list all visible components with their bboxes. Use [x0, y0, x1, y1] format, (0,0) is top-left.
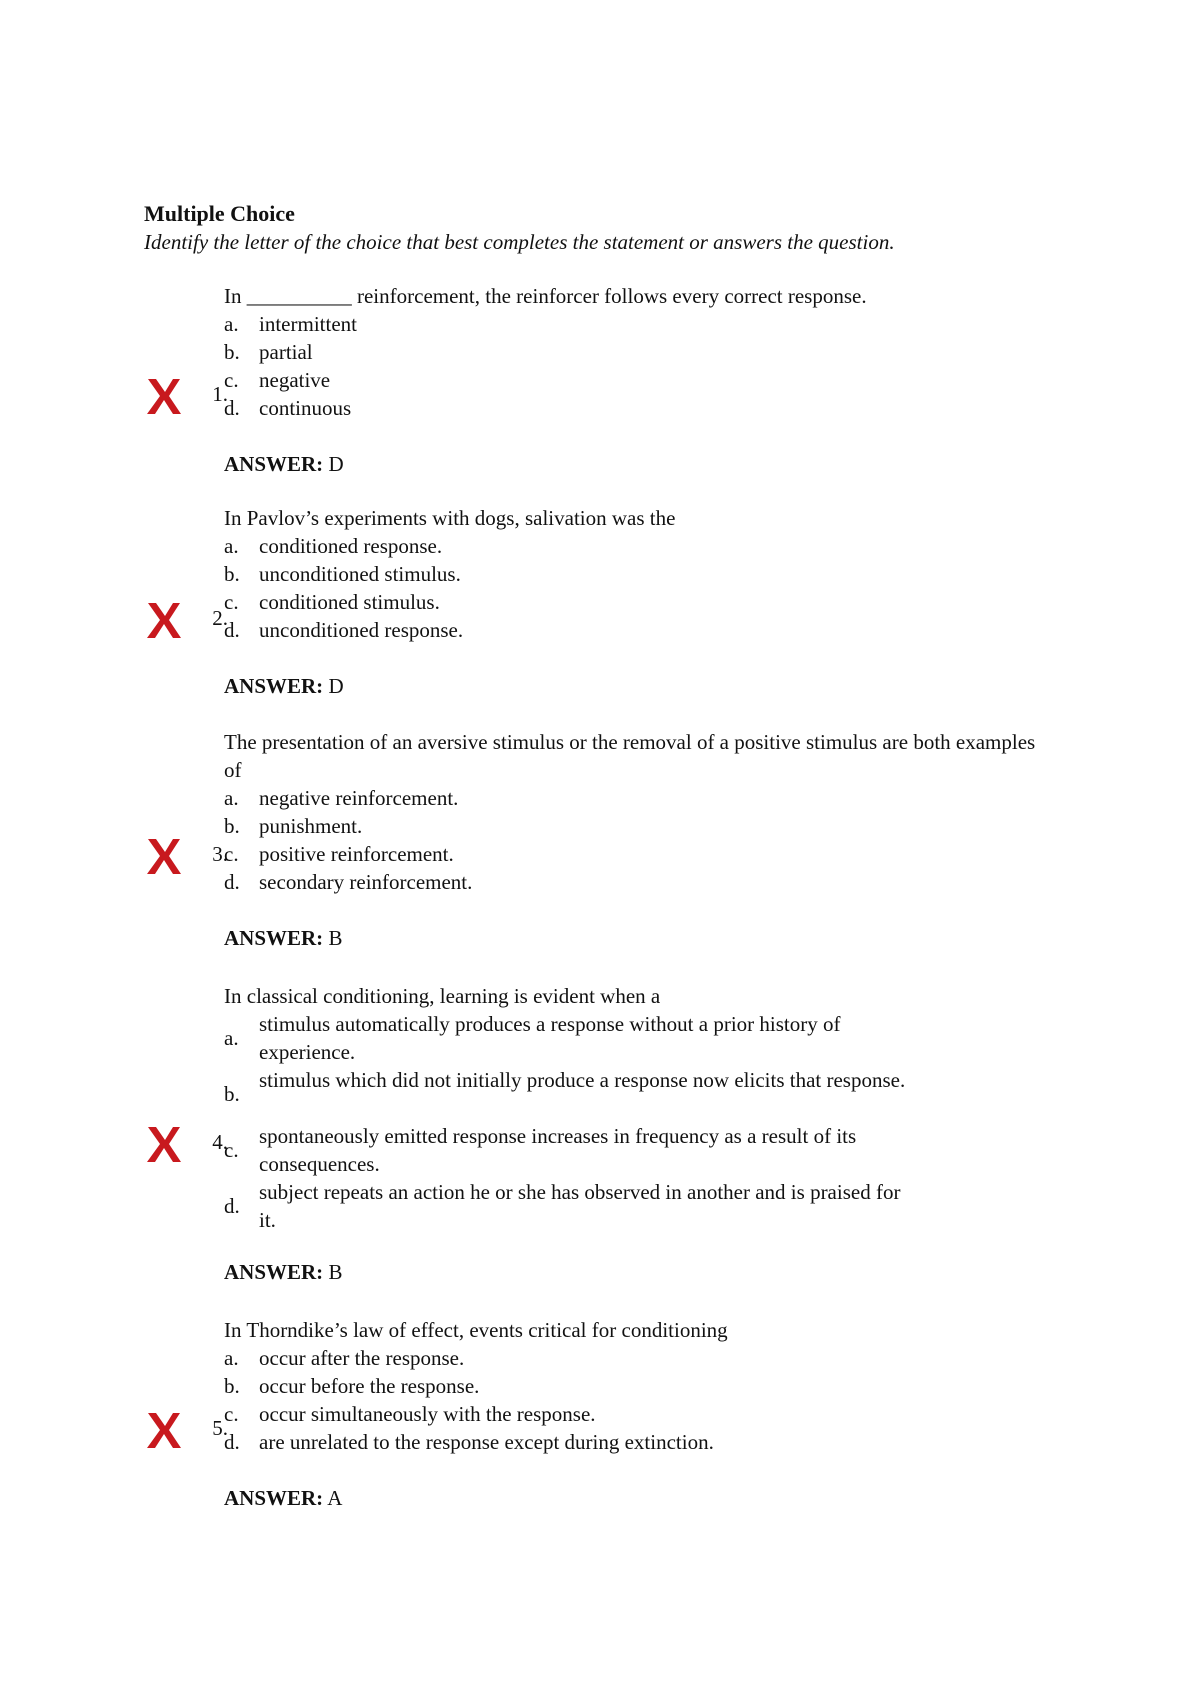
choice-text: subject repeats an action he or she has observed in another and is praised for it.	[259, 1180, 901, 1232]
choice-letter: c.	[224, 842, 239, 866]
question-stem: In __________ reinforcement, the reinforcer follows every correct response.	[224, 284, 867, 308]
choice-letter: b.	[224, 1374, 240, 1398]
question-stem: In classical conditioning, learning is evident when a	[224, 984, 661, 1008]
question-stem: The presentation of an aversive stimulus or the removal of a positive stimulus are both examples of	[224, 730, 1036, 782]
choice-text: stimulus which did not initially produce a response now elicits that response.	[259, 1068, 906, 1092]
choice-letter: b.	[224, 562, 240, 586]
choice-letter: c.	[224, 590, 239, 614]
wrong-x-icon	[144, 600, 184, 640]
choice-letter: c.	[224, 1138, 239, 1162]
choice-letter: c.	[224, 368, 239, 392]
answer-line	[224, 924, 342, 952]
choice-text: occur after the response.	[259, 1346, 465, 1370]
choice-text: punishment.	[259, 814, 363, 838]
section-title: Multiple Choice	[144, 201, 295, 226]
choice-text: conditioned response.	[259, 534, 443, 558]
question-2	[144, 504, 1044, 704]
answer-label: ANSWER:	[224, 926, 324, 950]
choice-letter: a.	[224, 534, 239, 558]
question-number: 1.	[212, 382, 228, 406]
choice-letter: a.	[224, 786, 239, 810]
answer-line	[224, 450, 344, 478]
choice-letter: d.	[224, 1430, 240, 1454]
answer-value: A	[327, 1486, 343, 1510]
instructions: Identify the letter of the choice that best completes the statement or answers the question.	[144, 230, 895, 254]
answer-label: ANSWER:	[224, 674, 324, 698]
wrong-x-icon	[144, 1410, 184, 1450]
question-number: 5.	[212, 1416, 228, 1440]
choice-letter: d.	[224, 396, 240, 420]
choice-letter: b.	[224, 814, 240, 838]
choice-text: spontaneously emitted response increases in frequency as a result of its consequences.	[259, 1124, 857, 1176]
choice-text: positive reinforcement.	[259, 842, 454, 866]
question-5	[144, 1316, 1044, 1516]
wrong-x-icon	[144, 376, 184, 416]
choice-text: unconditioned response.	[259, 618, 464, 642]
choice-text: unconditioned stimulus.	[259, 562, 461, 586]
choice-text: partial	[259, 340, 313, 364]
answer-label: ANSWER:	[224, 1486, 324, 1510]
question-3	[144, 728, 1044, 948]
question-number: 2.	[212, 606, 228, 630]
answer-line	[224, 672, 344, 700]
choice-text: occur simultaneously with the response.	[259, 1402, 596, 1426]
choice-letter: b.	[224, 1082, 240, 1106]
choice-text: are unrelated to the response except during extinction.	[259, 1430, 714, 1454]
question-number: 4.	[212, 1130, 228, 1154]
question-1	[144, 282, 1044, 482]
choice-text: continuous	[259, 396, 352, 420]
answer-value: D	[328, 452, 344, 476]
choice-text: occur before the response.	[259, 1374, 480, 1398]
answer-value: D	[328, 674, 344, 698]
choice-letter: a.	[224, 1026, 239, 1050]
choice-letter: a.	[224, 312, 239, 336]
choice-text: intermittent	[259, 312, 357, 336]
question-number: 3.	[212, 842, 228, 866]
answer-label: ANSWER:	[224, 1260, 324, 1284]
choice-text: negative reinforcement.	[259, 786, 459, 810]
choice-text: stimulus automatically produces a response without a prior history of experience.	[259, 1012, 841, 1064]
choice-text: negative	[259, 368, 331, 392]
wrong-x-icon	[144, 1124, 184, 1164]
answer-line	[224, 1484, 342, 1512]
choice-text: conditioned stimulus.	[259, 590, 440, 614]
answer-value: B	[328, 926, 343, 950]
choice-letter: d.	[224, 1194, 240, 1218]
choice-letter: d.	[224, 618, 240, 642]
question-stem: In Thorndike’s law of effect, events critical for conditioning	[224, 1318, 728, 1342]
choice-letter: c.	[224, 1402, 239, 1426]
answer-value: B	[328, 1260, 343, 1284]
choice-letter: b.	[224, 340, 240, 364]
choice-letter: a.	[224, 1346, 239, 1370]
question-stem: In Pavlov’s experiments with dogs, salivation was the	[224, 506, 676, 530]
choice-letter: d.	[224, 870, 240, 894]
wrong-x-icon	[144, 836, 184, 876]
choice-text: secondary reinforcement.	[259, 870, 473, 894]
question-4	[144, 982, 1044, 1282]
answer-line	[224, 1258, 342, 1286]
answer-label: ANSWER:	[224, 452, 324, 476]
section-header	[144, 200, 1064, 256]
